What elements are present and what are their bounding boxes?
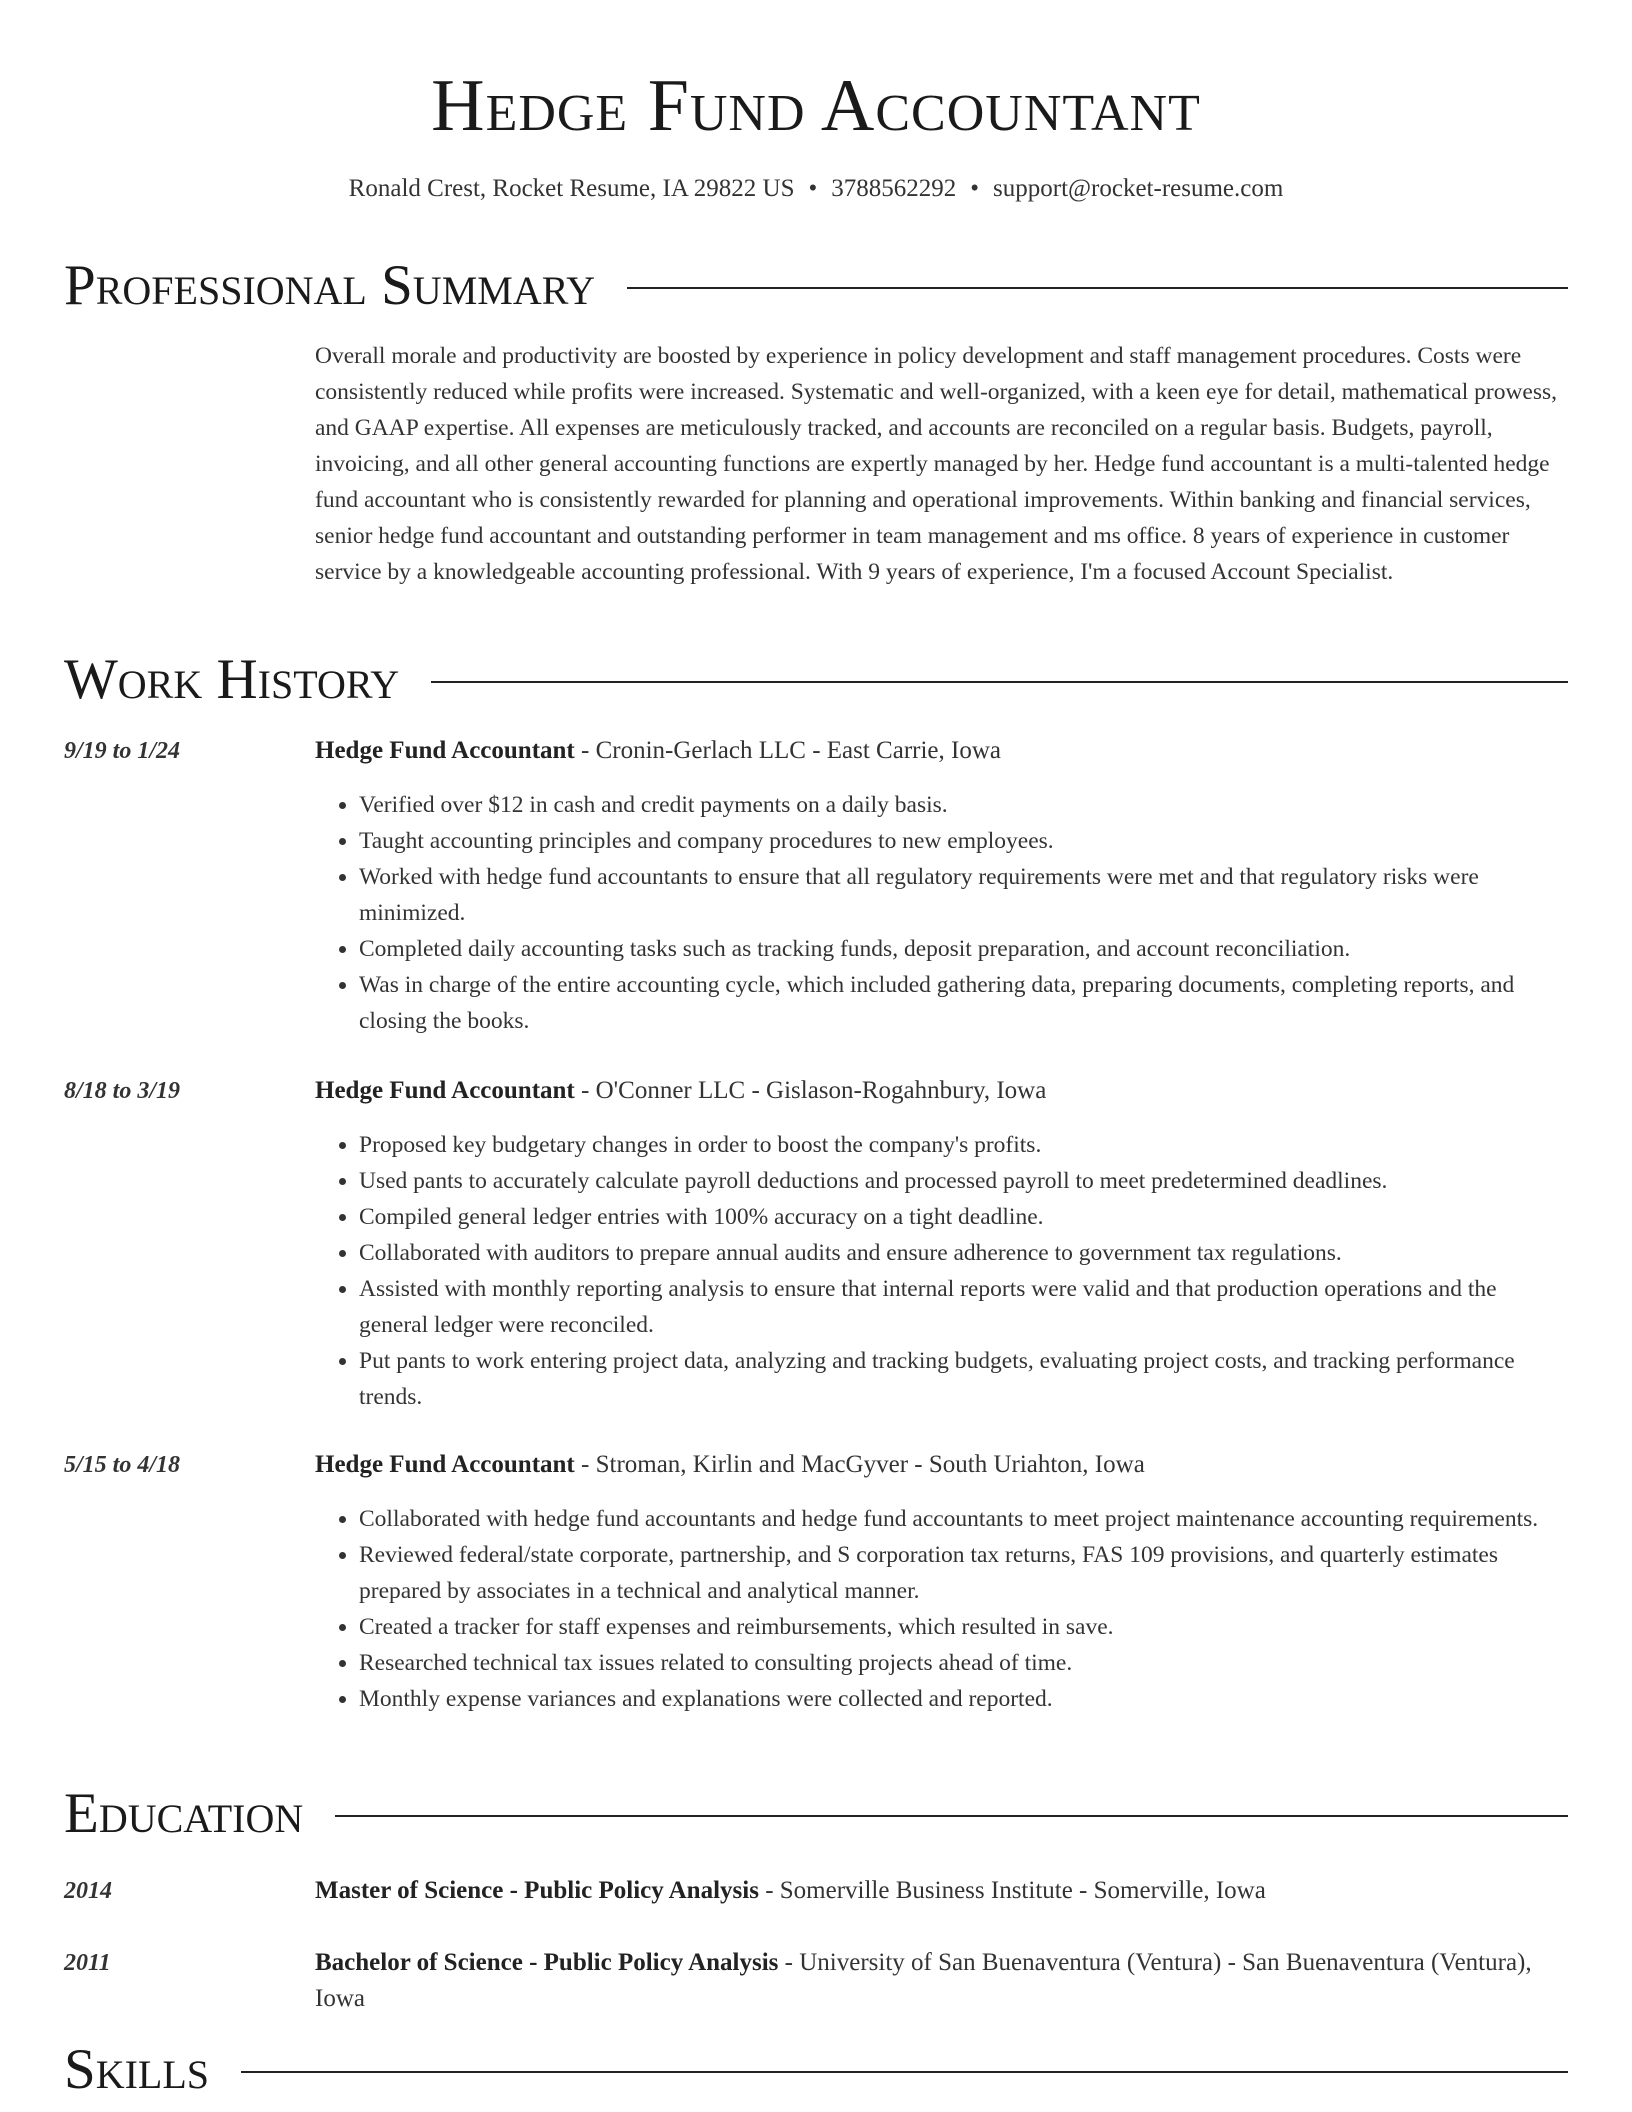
- education-section-header: [64, 1779, 1568, 1849]
- education-details: - Somerville Business Institute - Somerville, Iowa: [758, 1877, 1266, 1904]
- education-details: - University of San Buenaventura (Ventura) - San Buenaventura (Ventura), Iowa: [315, 1949, 1532, 2012]
- list-item: • Used pants to accurately calculate payroll deductions and processed payroll to meet predetermined deadlines.: [359, 1163, 1568, 1199]
- work-bullets: [315, 1501, 1568, 1717]
- education-entry: [64, 1873, 1568, 1909]
- list-item: • Completed daily accounting tasks such as tracking funds, deposit preparation, and account reconciliation.: [359, 931, 1568, 967]
- work-details: - Cronin-Gerlach LLC - East Carrie, Iowa: [574, 737, 1001, 764]
- education-date: 2014: [64, 1878, 112, 1904]
- resume-title: Hedge Fund Accountant: [431, 65, 1201, 147]
- contact-email: support@rocket-resume.com: [993, 175, 1284, 202]
- work-date: 8/18 to 3/19: [64, 1078, 181, 1104]
- section-title-skills: Skills: [64, 2038, 210, 2101]
- contact-address: Ronald Crest, Rocket Resume, IA 29822 US: [348, 175, 795, 202]
- work-heading: [315, 733, 1568, 769]
- education-degree: Bachelor of Science - Public Policy Analysis: [315, 1949, 779, 1976]
- work-bullets: [315, 787, 1568, 1039]
- list-item: • Put pants to work entering project data, analyzing and tracking budgets, evaluating project costs, and tracking performance trends.: [359, 1343, 1568, 1415]
- section-divider: [627, 287, 1568, 289]
- work-heading: [315, 1073, 1568, 1109]
- contact-phone: 3788562292: [831, 175, 957, 202]
- section-title-work: Work History: [64, 648, 400, 711]
- list-item: • Assisted with monthly reporting analysis to ensure that internal reports were valid and that production operations and the general ledger were reconciled.: [359, 1271, 1568, 1343]
- list-item: • Monthly expense variances and explanations were collected and reported.: [359, 1681, 1568, 1717]
- work-role: Hedge Fund Accountant: [315, 1077, 575, 1104]
- section-title-summary: Professional Summary: [64, 254, 596, 317]
- work-entry: [64, 733, 1568, 1039]
- resume-header: [0, 0, 1632, 206]
- contact-separator: •: [808, 175, 818, 202]
- list-item: • Collaborated with auditors to prepare annual audits and ensure adherence to government tax regulations.: [359, 1235, 1568, 1271]
- skills-section-header: [64, 2035, 1568, 2105]
- list-item: • Proposed key budgetary changes in order to boost the company's profits.: [359, 1127, 1568, 1163]
- work-entry: [64, 1447, 1568, 1717]
- section-divider: [335, 1815, 1568, 1817]
- education-degree: Master of Science - Public Policy Analysis: [315, 1877, 759, 1904]
- contact-line: [0, 172, 1632, 206]
- list-item: • Created a tracker for staff expenses and reimbursements, which resulted in save.: [359, 1609, 1568, 1645]
- list-item: • Was in charge of the entire accounting cycle, which included gathering data, preparing documents, completing reports, and closing the books.: [359, 967, 1568, 1039]
- work-bullets: [315, 1127, 1568, 1415]
- work-section-header: [64, 645, 1568, 715]
- education-heading: [315, 1873, 1568, 1909]
- work-entry: [64, 1073, 1568, 1415]
- work-role: Hedge Fund Accountant: [315, 1451, 575, 1478]
- list-item: • Worked with hedge fund accountants to ensure that all regulatory requirements were met and that regulatory risks were minimized.: [359, 859, 1568, 931]
- professional-summary-text: Overall morale and productivity are boosted by experience in policy development and staff management procedures. Costs were consistently reduced while profits were increased. Systematic and well-organized, with a keen eye for detail, mathematical prowess, and GAAP expertise. All expenses are meticulously tracked, and accounts are reconciled on a regular basis. Budgets, payroll, invoicing, and all other general accounting functions are expertly managed by her. Hedge fund accountant is a multi-talented hedge fund accountant who is consistently rewarded for planning and operational improvements. Within banking and financial services, senior hedge fund accountant and outstanding performer in team management and ms office. 8 years of experience in customer service by a knowledgeable accounting professional. With 9 years of experience, I'm a focused Account Specialist.: [315, 343, 1558, 585]
- section-divider: [241, 2071, 1568, 2073]
- summary-section-header: [64, 251, 1568, 321]
- work-details: - O'Conner LLC - Gislason-Rogahnbury, Iowa: [574, 1077, 1047, 1104]
- list-item: • Researched technical tax issues related to consulting projects ahead of time.: [359, 1645, 1568, 1681]
- list-item: • Collaborated with hedge fund accountants and hedge fund accountants to meet project maintenance accounting requirements.: [359, 1501, 1568, 1537]
- section-divider: [431, 681, 1568, 683]
- work-details: - Stroman, Kirlin and MacGyver - South Uriahton, Iowa: [574, 1451, 1145, 1478]
- section-title-education: Education: [64, 1782, 304, 1845]
- education-date: 2011: [64, 1950, 111, 1976]
- work-heading: [315, 1447, 1568, 1483]
- list-item: • Verified over $12 in cash and credit payments on a daily basis.: [359, 787, 1568, 823]
- work-role: Hedge Fund Accountant: [315, 737, 575, 764]
- contact-separator: •: [970, 175, 980, 202]
- list-item: • Compiled general ledger entries with 100% accuracy on a tight deadline.: [359, 1199, 1568, 1235]
- list-item: • Reviewed federal/state corporate, partnership, and S corporation tax returns, FAS 109 provisions, and quarterly estimates prepared by associates in a technical and analytical manner.: [359, 1537, 1568, 1609]
- work-date: 5/15 to 4/18: [64, 1452, 181, 1478]
- work-date: 9/19 to 1/24: [64, 738, 181, 764]
- education-entry: [64, 1945, 1568, 2017]
- list-item: • Taught accounting principles and company procedures to new employees.: [359, 823, 1568, 859]
- education-heading: [315, 1945, 1568, 2017]
